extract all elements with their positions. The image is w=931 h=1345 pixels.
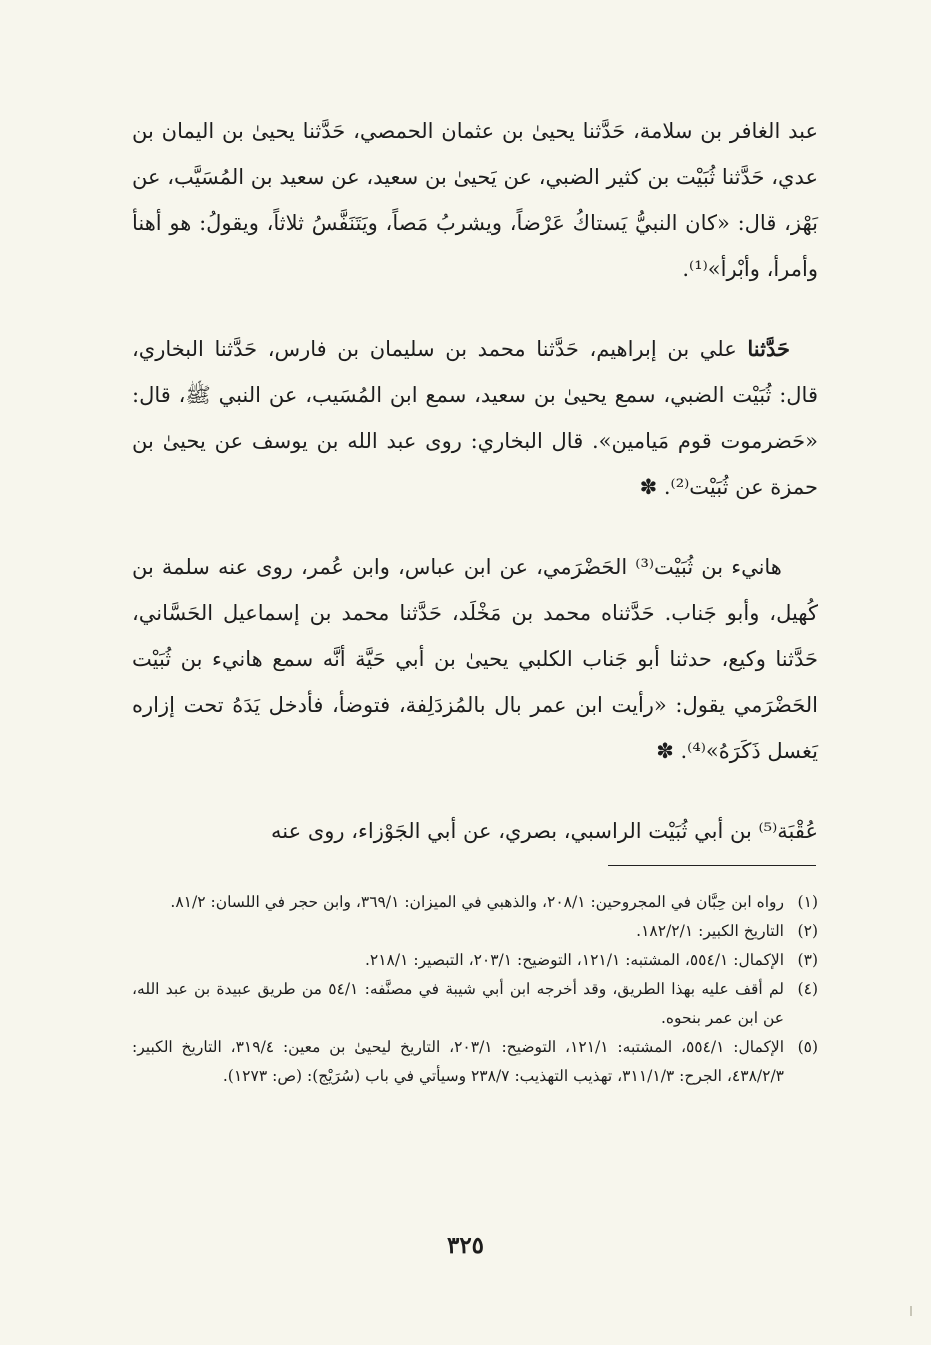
footnote-number: (١) — [797, 893, 818, 911]
footnote-text: الإكمال: ٥٥٤/١، المشتبه: ١٢١/١، التوضيح: ٢٠٣/١، التبصير: ٢١٨/١. — [364, 951, 784, 969]
footnote-number: (٥) — [797, 1038, 819, 1056]
main-text — [132, 108, 818, 888]
entry-text — [132, 808, 818, 854]
footnote-4 — [132, 975, 818, 1033]
footnote-separator — [608, 865, 816, 866]
footnote-1 — [132, 888, 818, 917]
entry-3 — [132, 544, 818, 774]
entry-body: عُقْبَة⁽⁵⁾ بن أبي ثُبَيْت الراسبي، بصري، عن أبي الجَوْزاء، روى عنه — [271, 819, 818, 843]
entry-body: عبد الغافر بن سلامة، حَدَّثنا يحيىٰ بن عثمان الحمصي، حَدَّثنا يحيىٰ بن اليمان بن عدي، حَدَّثنا ثُبَيْت بن كثير الضبي، عن يَحيىٰ بن سعيد، عن سعيد بن المُسَيَّب، عن بَهْز، قال: «كان النبيُّ يَستاكُ عَرْضاً، ويشربُ مَصاً، ويَتَنَفَّسُ ثلاثاً، ويقولُ: هو أهنأ وأمرأ، وأبْرأ»⁽¹⁾. — [132, 119, 818, 281]
entry-1 — [132, 108, 818, 292]
page-number: ٣٢٥ — [446, 1232, 485, 1259]
entry-4 — [132, 808, 818, 854]
footnote-2 — [132, 917, 818, 946]
footnote-3 — [132, 946, 818, 975]
footnote-number: (٣) — [797, 951, 818, 969]
entry-text — [132, 108, 818, 292]
footnote-text: الإكمال: ٥٥٤/١، المشتبه: ١٢١/١، التوضيح: ٢٠٣/١، التاريخ ليحيىٰ بن معين: ٣١٩/٤، التاريخ الكبير: ٤٣٨/٢/٣، الجرح: ٣١١/١/٣، تهذيب التهذيب: ٢٣٨/٧ وسيأتي في باب (سُرَيْج): (ص: ١٢٧٣). — [132, 1038, 785, 1085]
footnote-text: لم أقف عليه بهذا الطريق، وقد أخرجه ابن أبي شيبة في مصنَّفه: ٥٤/١ من طريق عبيدة بن عبد الله، عن ابن عمر بنحوه. — [132, 980, 784, 1027]
footnote-number: (٢) — [797, 922, 818, 940]
scan-edge-mark — [910, 1306, 912, 1316]
entry-2 — [132, 326, 818, 510]
entry-body: هانيء بن ثُبَيْت⁽³⁾ الحَضْرَمي، عن ابن عباس، وابن عُمر، روى عنه سلمة بن كُهيل، وأبو جَناب. حَدَّثناه محمد بن مَخْلَد، حَدَّثنا محمد بن إسماعيل الحَسَّاني، حَدَّثنا وكيع، حدثنا أبو جَناب الكلبي يحيىٰ بن أبي حَيَّة أنَّه سمع هانيء بن ثُبَيْت الحَضْرَمي يقول: «رأيت ابن عمر بال بالمُزدَلِفة، فتوضأ، فأدخل يَدَهُ تحت إزاره يَغسل ذَكَرَهُ»⁽⁴⁾. ✽ — [132, 555, 818, 763]
footnote-5 — [132, 1033, 818, 1091]
entry-text — [132, 544, 818, 774]
footnotes — [132, 888, 818, 1091]
footnote-text: رواه ابن حِبَّان في المجروحين: ٢٠٨/١، والذهبي في الميزان: ٣٦٩/١، وابن حجر في اللسان: ٨١/٢. — [170, 893, 784, 911]
entry-text — [132, 326, 818, 510]
footnote-number: (٤) — [797, 980, 818, 998]
footnote-text: التاريخ الكبير: ١٨٢/٢/١. — [636, 922, 784, 940]
entry-body: علي بن إبراهيم، حَدَّثنا محمد بن سليمان بن فارس، حَدَّثنا البخاري، قال: ثُبَيْت الضبي، سمع يحيىٰ بن سعيد، سمع ابن المُسَيب، عن النبي ﷺ، قال: «حَضرموت قوم مَيامين». قال البخاري: روى عبد الله بن يوسف عن يحيىٰ بن حمزة عن ثُبَيْت⁽²⁾. ✽ — [132, 337, 818, 499]
entry-lead: حَدَّثنا — [747, 336, 790, 361]
